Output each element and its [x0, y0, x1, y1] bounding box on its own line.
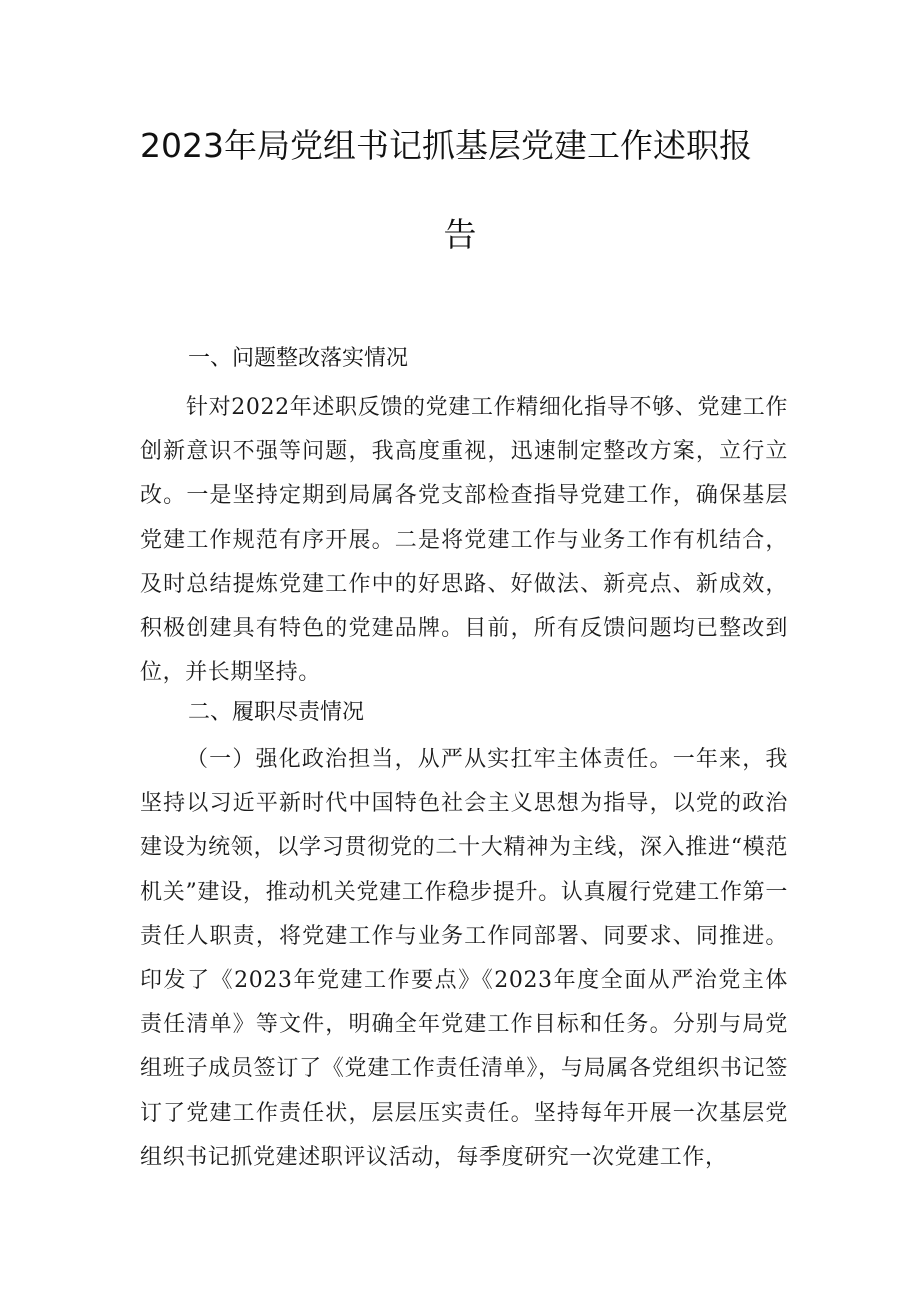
section-paragraph-2: （一）强化政治担当，从严从实扛牢主体责任。一年来，我坚持以习近平新时代中国特色社会主义思想为指导，以党的政治建设为统领，以学习贯彻党的二十大精神为主线，深入推进“模范机关”建设，推动机关党建工作稳步提升。认真履行党建工作第一责任人职责，将党建工作与业务工作同部署、同要求、同推进。印发了《2023年党建工作要点》《2023年度全面从严治党主体责任清单》等文件，明确全年党建工作目标和任务。分别与局党组班子成员签订了《党建工作责任清单》，与局属各党组织书记签订了党建工作责任状，层层压实责任。坚持每年开展一次基层党组织书记抓党建述职评议活动，每季度研究一次党建工作， — [140, 747, 788, 1170]
section-heading-1: 一、问题整改落实情况 — [188, 346, 409, 371]
document-title-line-1: 2023年局党组书记抓基层党建工作述职报 — [140, 126, 752, 165]
section-paragraph-1: 针对2022年述职反馈的党建工作精细化指导不够、党建工作创新意识不强等问题，我高度重视，迅速制定整改方案，立行立改。一是坚持定期到局属各党支部检查指导党建工作，确保基层党建工作规范有序开展。二是将党建工作与业务工作有机结合，及时总结提炼党建工作中的好思路、好做法、新亮点、新成效，积极创建具有特色的党建品牌。目前，所有反馈问题均已整改到位，并长期坚持。 — [140, 395, 788, 686]
document-title-line-2: 告 — [443, 215, 477, 254]
section-heading-2: 二、履职尽责情况 — [188, 700, 365, 725]
